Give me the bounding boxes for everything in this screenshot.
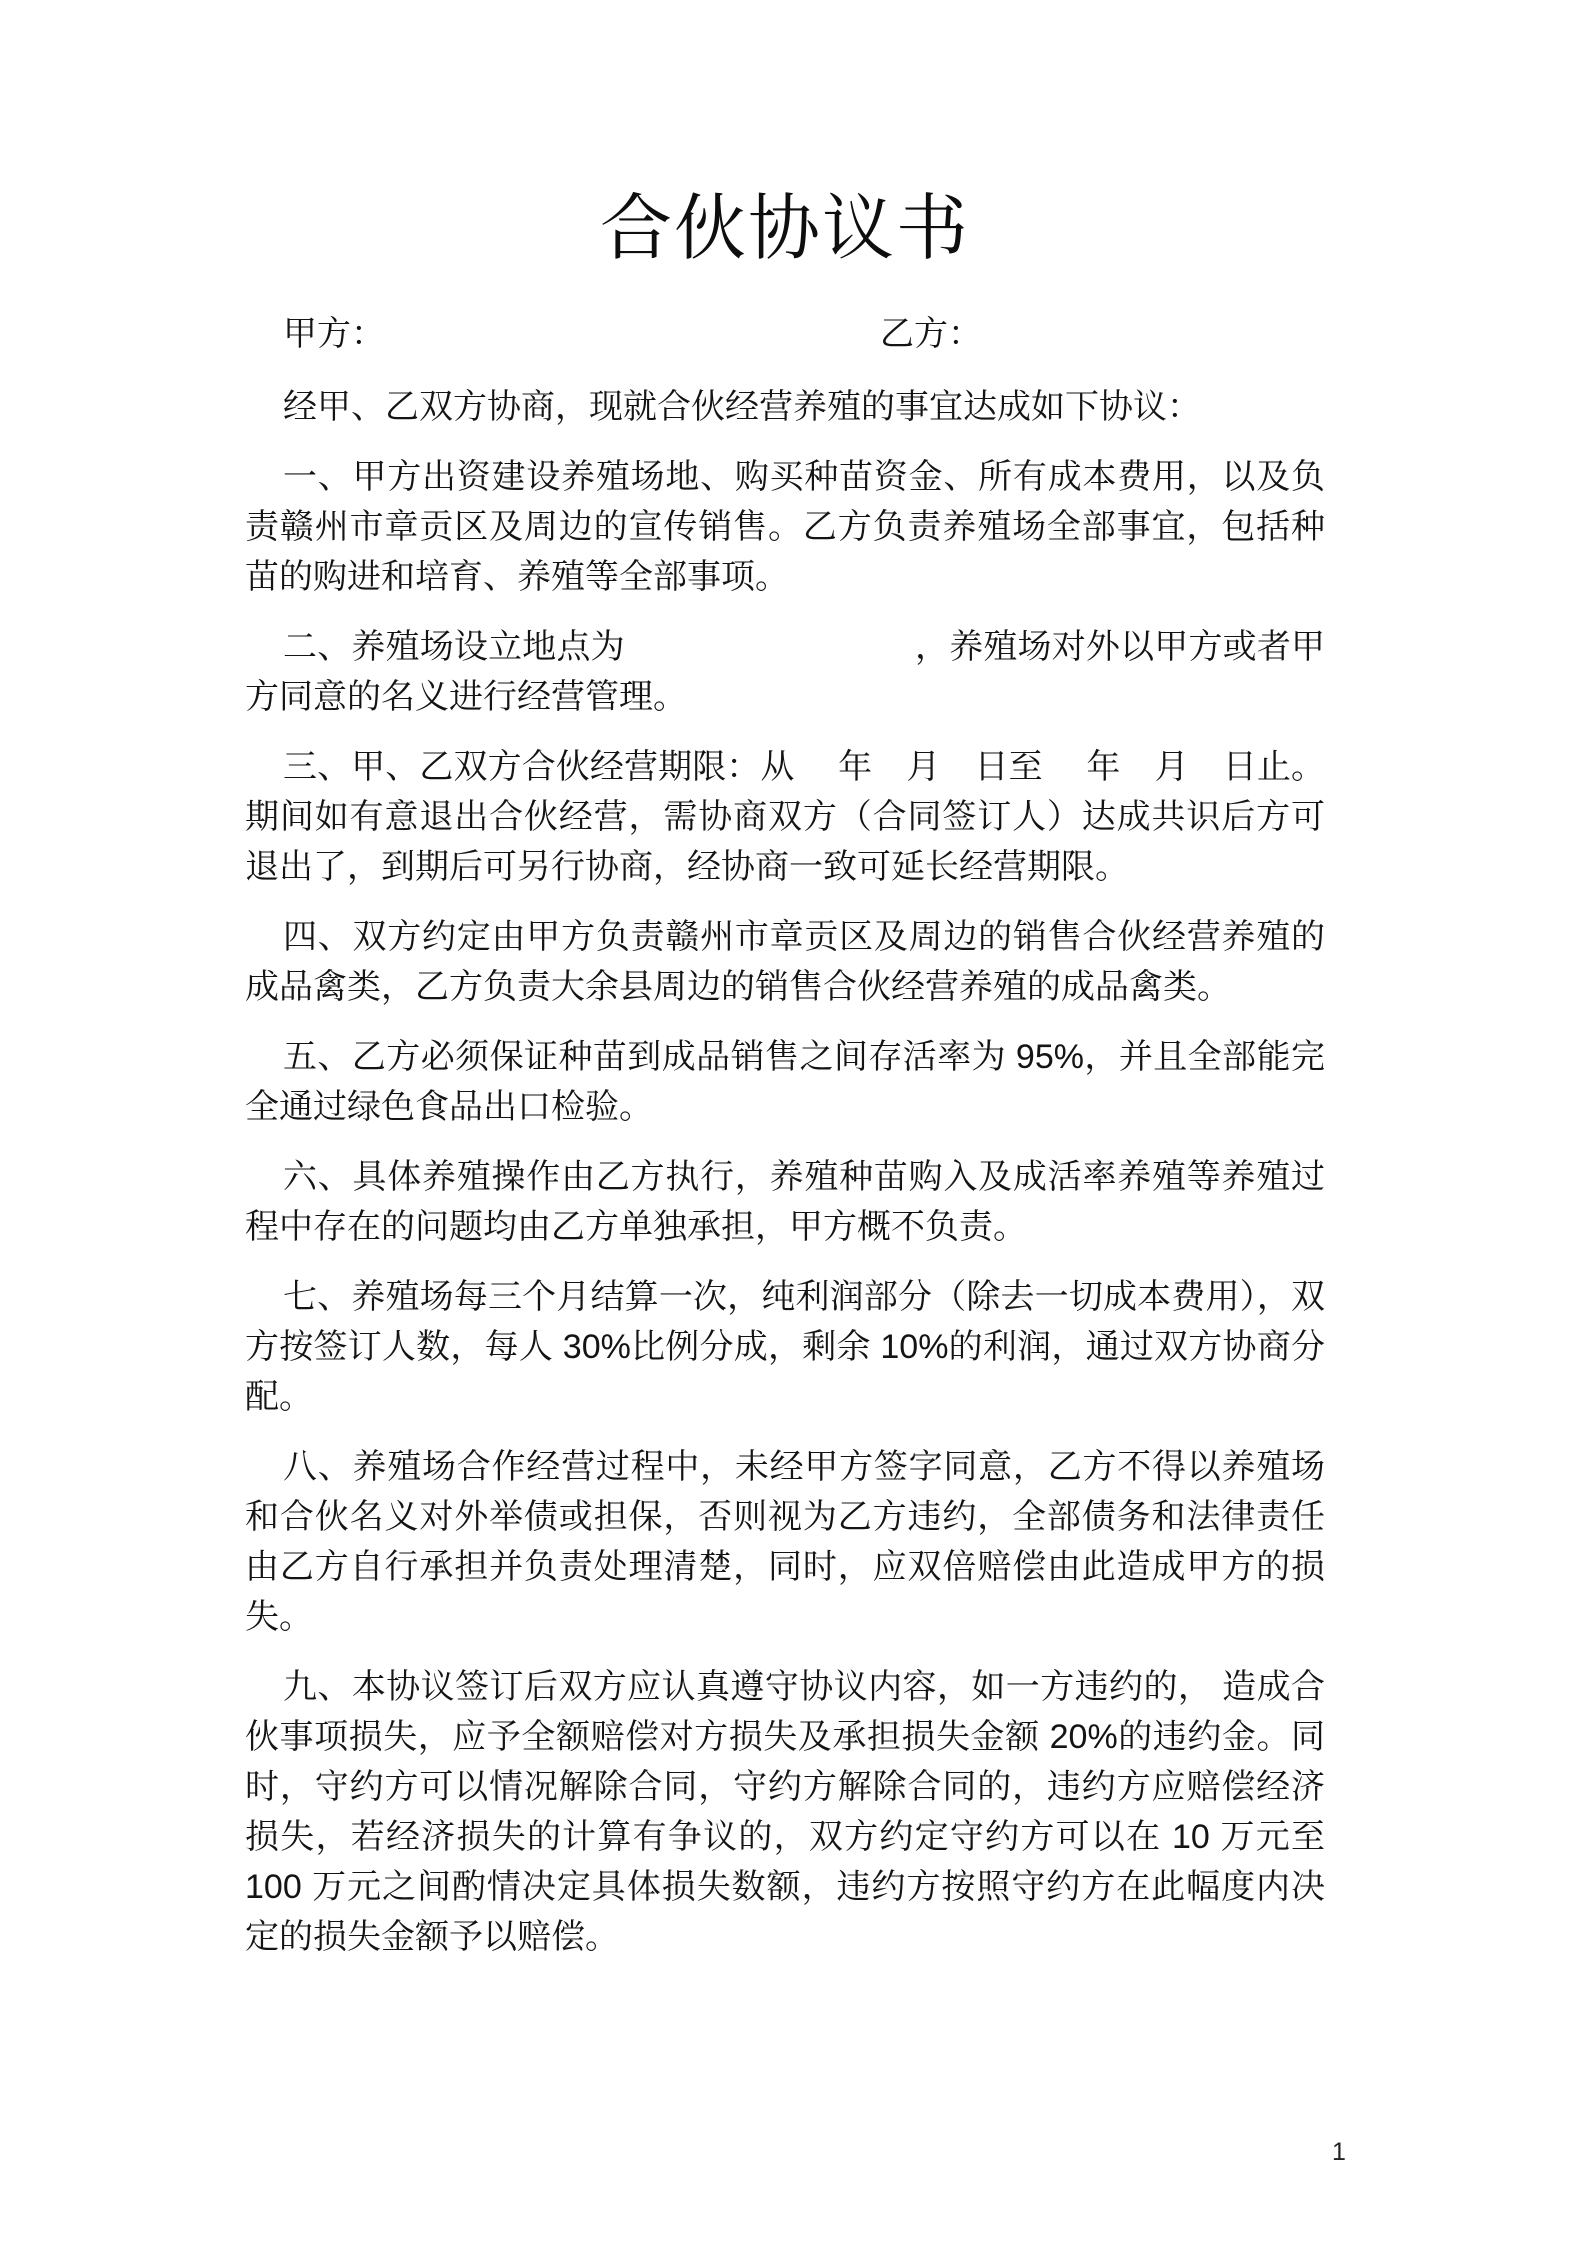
clause-7-paragraph: 七、养殖场每三个月结算一次，纯利润部分（除去一切成本费用），双方按签订人数，每人 30%比例分成，剩余 10%的利润，通过双方协商分配。 (245, 1278, 1325, 1417)
parties-row (245, 306, 1325, 358)
page-title: 合伙协议书 (599, 189, 970, 269)
clause-1-paragraph: 一、甲方出资建设养殖场地、购买种苗资金、所有成本费用，以及负责赣州市章贡区及周边的宣传销售。乙方负责养殖场全部事宜，包括种苗的购进和培育、养殖等全部事项。 (245, 458, 1325, 597)
party-b-label: 乙方： (880, 315, 982, 354)
page-number: 1 (1332, 2138, 1346, 2166)
location-blank-field (625, 657, 915, 658)
clause-5-paragraph: 五、乙方必须保证种苗到成品销售之间存活率为 95%，并且全部能完全通过绿色食品出口检验。 (245, 1038, 1325, 1127)
clause-2-text-after-blank: ，养殖场对外以甲方或者甲方同意的名义进行经营管理。 (245, 628, 1326, 717)
clause-6-paragraph: 六、具体养殖操作由乙方执行，养殖种苗购入及成活率养殖等养殖过程中存在的问题均由乙方单独承担，甲方概不负责。 (245, 1158, 1325, 1247)
clause-2-text-before-blank: 二、养殖场设立地点为 (283, 628, 625, 667)
party-a-label: 甲方： (283, 315, 385, 354)
clause-8-paragraph: 八、养殖场合作经营过程中，未经甲方签字同意，乙方不得以养殖场和合伙名义对外举债或担保，否则视为乙方违约，全部债务和法律责任由乙方自行承担并负责处理清楚，同时，应双倍赔偿由此造成甲方的损失。 (245, 1448, 1325, 1637)
intro-paragraph: 经甲、乙双方协商，现就合伙经营养殖的事宜达成如下协议： (283, 388, 1201, 427)
clause-4-paragraph: 四、双方约定由甲方负责赣州市章贡区及周边的销售合伙经营养殖的成品禽类，乙方负责大余县周边的销售合伙经营养殖的成品禽类。 (245, 918, 1325, 1007)
clause-9-paragraph: 九、本协议签订后双方应认真遵守协议内容，如一方违约的， 造成合伙事项损失，应予全额赔偿对方损失及承担损失金额 20%的违约金。同时，守约方可以情况解除合同，守约方解除合同的，违约方应赔偿经济损失，若经济损失的计算有争议的，双方约定守约方可以在 10 万元至 100 万元之间酌情决定具体损失数额，违约方按照守约方在此幅度内决定的损失金额予以赔偿。 (245, 1668, 1325, 1957)
document-body (245, 186, 1325, 1962)
clause-2-paragraph (245, 622, 1325, 722)
clause-3-paragraph: 三、甲、乙双方合伙经营期限：从 年 月 日至 年 月 日止。期间如有意退出合伙经营，需协商双方（合同签订人）达成共识后方可退出了，到期后可另行协商，经协商一致可延长经营期限。 (245, 748, 1325, 887)
